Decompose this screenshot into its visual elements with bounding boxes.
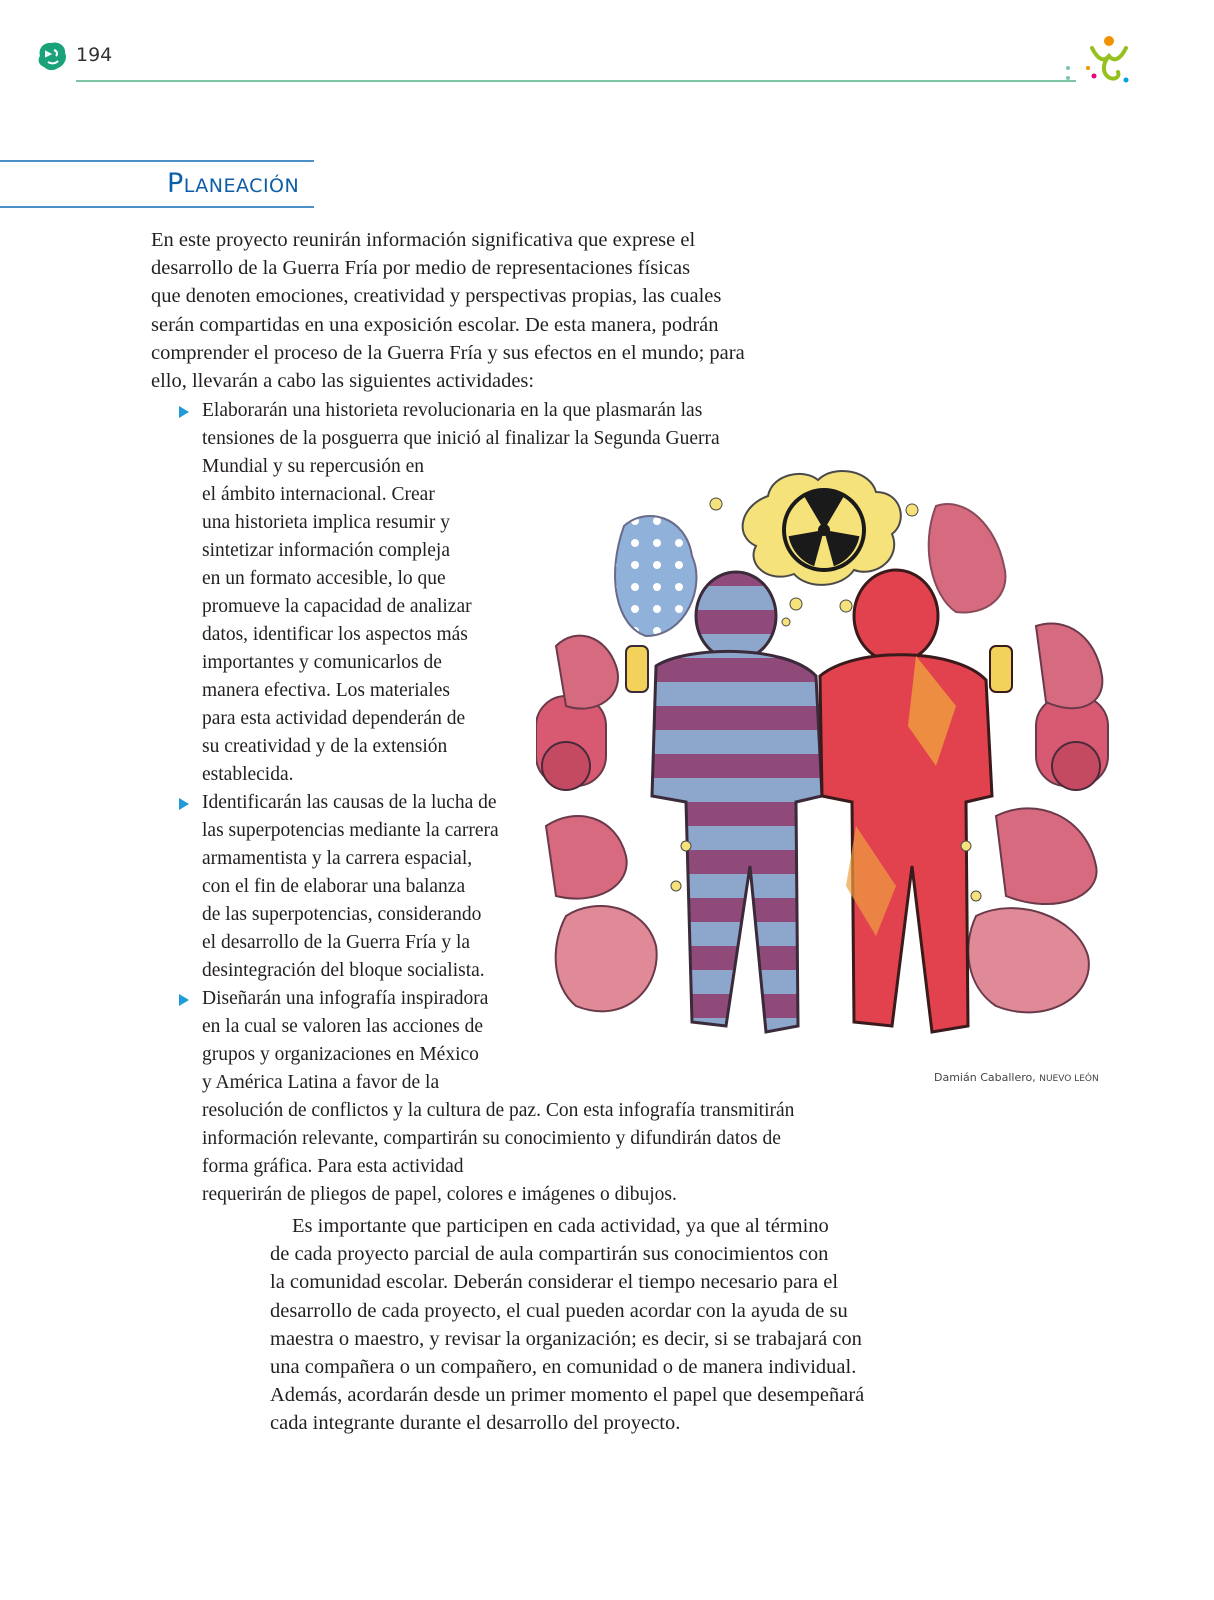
header-dots-icon bbox=[1064, 64, 1072, 84]
credit-name: Damián Caballero, bbox=[934, 1071, 1036, 1084]
intro-line: ello, llevarán a cabo las siguientes actividades: bbox=[151, 370, 535, 393]
activity-line: datos, identificar los aspectos más bbox=[202, 624, 468, 645]
illustration-credit bbox=[934, 1071, 1099, 1084]
closing-line: desarrollo de cada proyecto, el cual pueden acordar con la ayuda de su bbox=[270, 1299, 848, 1322]
activity-line: información relevante, compartirán su conocimiento y difundirán datos de bbox=[202, 1128, 781, 1149]
closing-paragraph bbox=[270, 1212, 950, 1438]
intro-paragraph bbox=[151, 226, 801, 395]
activity-line: sintetizar información compleja bbox=[202, 540, 450, 561]
activity-line: importantes y comunicarlos de bbox=[202, 652, 442, 673]
intro-line: serán compartidas en una exposición escolar. De esta manera, podrán bbox=[151, 313, 719, 336]
activity-line: armamentista y la carrera espacial, bbox=[202, 848, 473, 869]
activity-line: Elaborarán una historieta revolucionaria en la que plasmarán las bbox=[202, 400, 703, 421]
intro-line: desarrollo de la Guerra Fría por medio de representaciones físicas bbox=[151, 257, 691, 280]
activity-line: Mundial y su repercusión en bbox=[202, 456, 425, 477]
activity-line: y América Latina a favor de la bbox=[202, 1072, 440, 1093]
cold-war-illustration bbox=[536, 466, 1116, 1056]
page-number: 194 bbox=[76, 44, 113, 66]
community-figure-logo-icon bbox=[1084, 34, 1134, 86]
activity-line: establecida. bbox=[202, 764, 294, 785]
activity-line: Diseñarán una infografía inspiradora bbox=[202, 988, 489, 1009]
activity-line: desintegración del bloque socialista. bbox=[202, 960, 485, 981]
activity-line: tensiones de la posguerra que inició al finalizar la Segunda Guerra bbox=[202, 428, 720, 449]
activity-line: una historieta implica resumir y bbox=[202, 512, 451, 533]
bullet-triangle-icon bbox=[179, 798, 189, 810]
activity-line: promueve la capacidad de analizar bbox=[202, 596, 472, 617]
closing-line: maestra o maestro, y revisar la organización; es decir, si se trabajará con bbox=[270, 1327, 862, 1350]
intro-line: comprender el proceso de la Guerra Fría y sus efectos en el mundo; para bbox=[151, 341, 745, 364]
activity-line: para esta actividad dependerán de bbox=[202, 708, 466, 729]
closing-line: de cada proyecto parcial de aula compartirán sus conocimientos con bbox=[270, 1243, 829, 1266]
activity-line: con el fin de elaborar una balanza bbox=[202, 876, 466, 897]
activity-line: su creatividad y de la extensión bbox=[202, 736, 448, 757]
bullet-triangle-icon bbox=[179, 994, 189, 1006]
intro-line: que denoten emociones, creatividad y perspectivas propias, las cuales bbox=[151, 285, 722, 308]
activity-line: en un formato accesible, lo que bbox=[202, 568, 446, 589]
credit-state: NUEVO LEÓN bbox=[1039, 1074, 1099, 1084]
closing-line: Además, acordarán desde un primer momento el papel que desempeñará bbox=[270, 1384, 865, 1407]
activity-line: el desarrollo de la Guerra Fría y la bbox=[202, 932, 471, 953]
closing-line: una compañera o un compañero, en comunidad o de manera individual. bbox=[270, 1356, 857, 1379]
green-leaf-face-icon bbox=[34, 38, 70, 74]
bullet-triangle-icon bbox=[179, 406, 189, 418]
closing-line: la comunidad escolar. Deberán considerar el tiempo necesario para el bbox=[270, 1271, 839, 1294]
activity-line: de las superpotencias, considerando bbox=[202, 904, 482, 925]
closing-line: cada integrante durante el desarrollo del proyecto. bbox=[270, 1412, 681, 1435]
section-rule-top bbox=[0, 160, 314, 162]
activity-line: Identificarán las causas de la lucha de bbox=[202, 792, 497, 813]
header-rule bbox=[76, 80, 1076, 82]
activity-line: forma gráfica. Para esta actividad bbox=[202, 1156, 464, 1177]
activity-line: las superpotencias mediante la carrera bbox=[202, 820, 499, 841]
activity-line: resolución de conflictos y la cultura de paz. Con esta infografía transmitirán bbox=[202, 1100, 795, 1121]
section-title: Planeación bbox=[167, 168, 300, 199]
activity-line: el ámbito internacional. Crear bbox=[202, 484, 435, 505]
activity-line: manera efectiva. Los materiales bbox=[202, 680, 450, 701]
section-rule-bottom bbox=[0, 206, 314, 208]
activity-line: grupos y organizaciones en México bbox=[202, 1044, 479, 1065]
activity-line: requerirán de pliegos de papel, colores e imágenes o dibujos. bbox=[202, 1184, 677, 1205]
intro-line: En este proyecto reunirán información significativa que exprese el bbox=[151, 229, 696, 251]
activity-line: en la cual se valoren las acciones de bbox=[202, 1016, 483, 1037]
closing-line: Es importante que participen en cada actividad, ya que al término bbox=[292, 1215, 829, 1237]
